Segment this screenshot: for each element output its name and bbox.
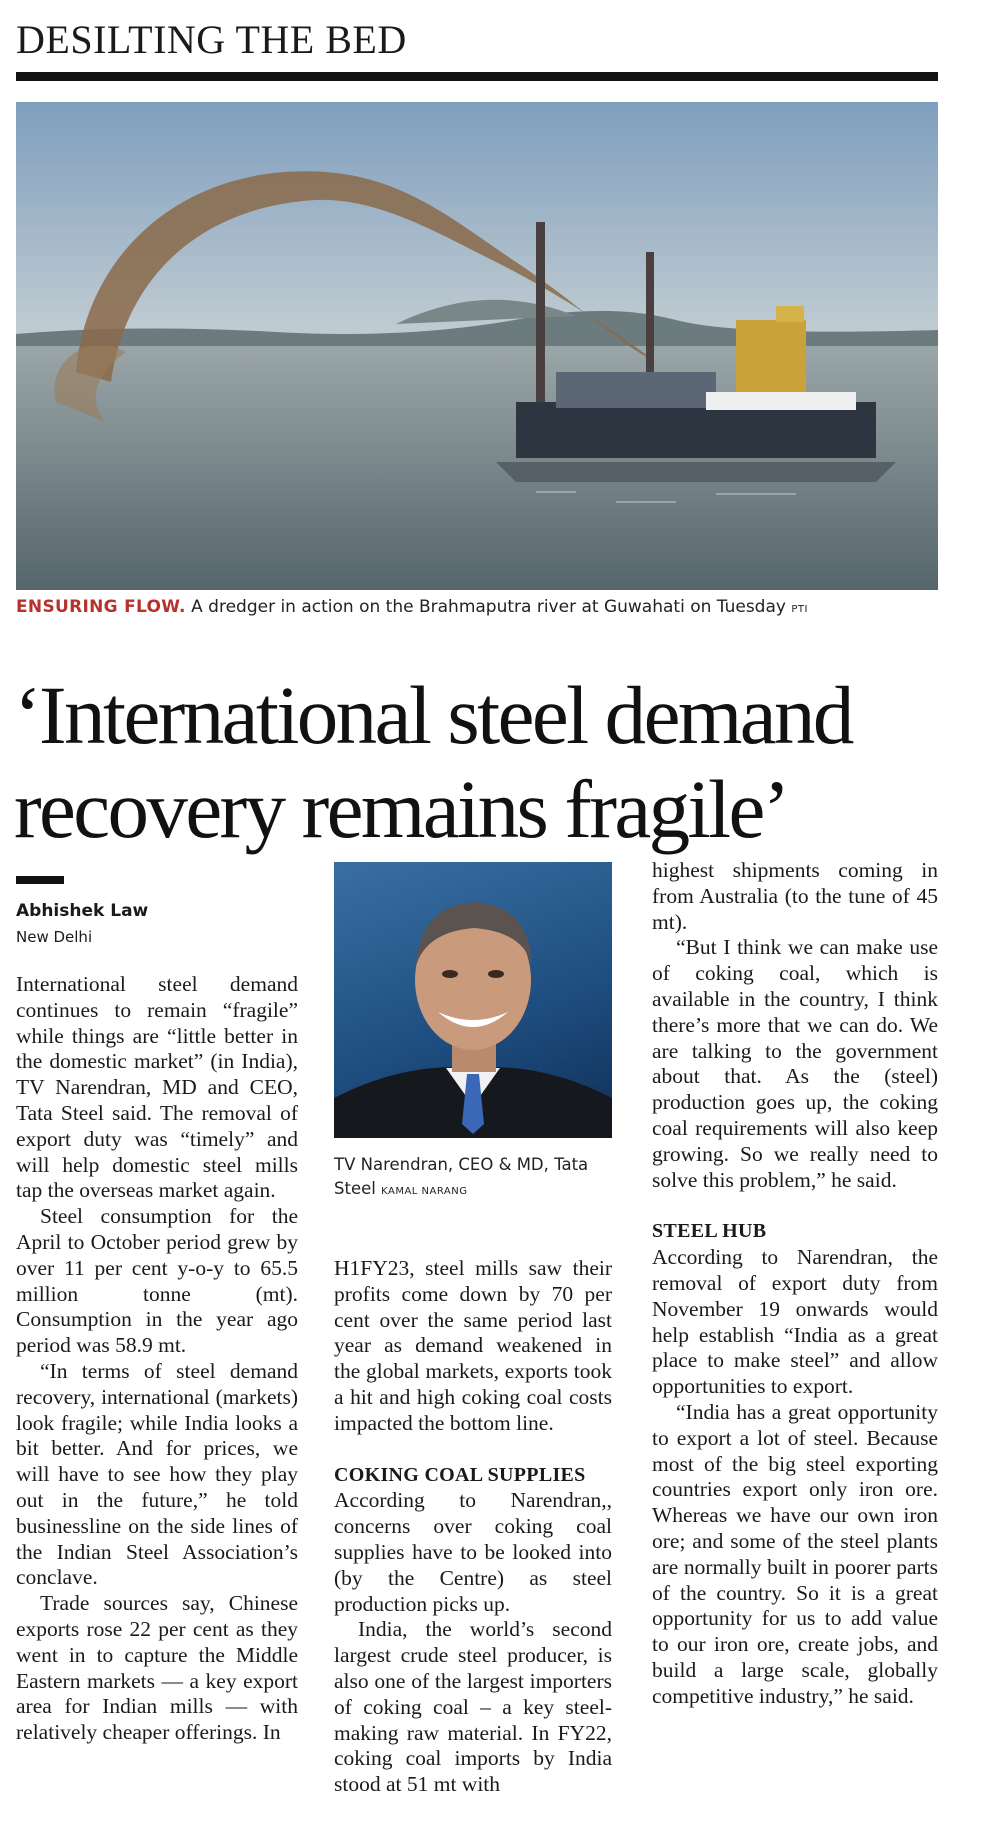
section-rule (16, 72, 938, 81)
byline-bar (16, 876, 64, 884)
article-paragraph: India, the world’s second largest crude steel producer, is also one of the largest importers of coking coal – a key steel-making raw material. In FY22, coking coal imports by India stood at 51 mt with (334, 1617, 612, 1797)
portrait-credit: KAMAL NARANG (381, 1186, 468, 1197)
article-paragraph: According to Narendran,, concerns over coking coal supplies have to be looked into (by the Centre) as steel production picks up. (334, 1488, 612, 1616)
headline-line-2: recovery remains fragile’ (14, 763, 788, 855)
article-paragraph: According to Narendran, the removal of export duty from November 19 onwards would help establish “India as a great place to make steel” and allow opportunities to export. (652, 1245, 938, 1399)
article-paragraph: “In terms of steel demand recovery, international (markets) look fragile; while India looks a bit better. And for prices, we will have to see how they play out in the future,” he told businessline on the side lines of the Indian Steel Association’s conclave. (16, 1358, 298, 1590)
photo-caption (16, 597, 938, 617)
byline-location: New Delhi (16, 928, 93, 946)
dredger-illustration (16, 102, 938, 590)
headline (14, 668, 974, 856)
article-paragraph: “But I think we can make use of coking coal, which is available in the country, I think there’s more that we can do. We are talking to the government about that. As the (steel) production goes up, the coking coal requirements will also keep growing. So we really need to solve this problem,” he said. (652, 935, 938, 1192)
article-paragraph: Trade sources say, Chinese exports rose 22 per cent as they went in to capture the Middle Eastern markets — a key export area for Indian mills — with relatively cheaper offerings. In (16, 1591, 298, 1745)
subhead-steel-hub: STEEL HUB (652, 1220, 767, 1243)
article-column-2 (334, 1256, 612, 1798)
article-paragraph: highest shipments coming in from Australia (to the tune of 45 mt). (652, 858, 938, 934)
article-paragraph: H1FY23, steel mills saw their profits come down by 70 per cent over the same period last year as demand weakened in the global markets, exports took a hit and high coking coal costs impacted the bottom line. (334, 1256, 612, 1435)
subhead-coking-coal: COKING COAL SUPPLIES (334, 1463, 586, 1486)
article-paragraph: Steel consumption for the April to October period grew by over 11 per cent y-o-y to 65.5 million tonne (mt). Consumption in the year ago period was 58.9 mt. (16, 1204, 298, 1358)
caption-kicker: ENSURING FLOW. (16, 597, 186, 617)
section-label: DESILTING THE BED (16, 17, 407, 62)
article-column-3 (652, 858, 938, 1710)
photo-credit: PTI (791, 604, 808, 615)
portrait-illustration (334, 862, 612, 1138)
headline-line-1: ‘International steel demand (14, 669, 852, 761)
article-paragraph: International steel demand continues to remain “fragile” while things are “little better in the domestic market” (in India), TV Narendran, MD and CEO, Tata Steel said. The removal of export duty was “timely” and will help domestic steel mills tap the overseas market again. (16, 972, 298, 1203)
caption-text: A dredger in action on the Brahmaputra river at Guwahati on Tuesday (191, 597, 786, 617)
portrait-caption-text: TV Narendran, CEO & MD, Tata Steel (334, 1155, 589, 1198)
article-paragraph: “India has a great opportunity to export a lot of steel. Because most of the big steel exporting countries export only iron ore. Whereas we have our own iron ore; and some of the steel plants are normally built in poorer parts of the country. So it is a great opportunity for us to add value to our iron ore, create jobs, and build a large scale, globally competitive industry,” he said. (652, 1399, 938, 1708)
portrait-photo (334, 862, 612, 1138)
byline-author: Abhishek Law (16, 901, 149, 921)
article-column-1 (16, 972, 298, 1746)
portrait-caption (334, 1153, 612, 1204)
dredger-photo (16, 102, 938, 590)
